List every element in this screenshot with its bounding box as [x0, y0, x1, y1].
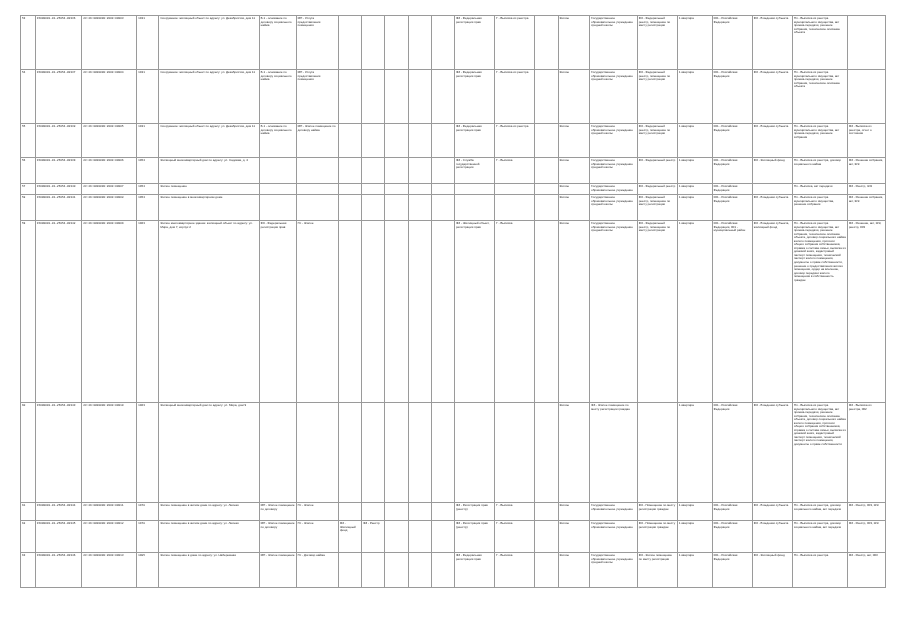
cell-remarks: ФЗ - Решение, акт, ЖЭ, реестр, 003: [847, 221, 885, 403]
table-row: [21, 521, 886, 553]
cell-basis: [259, 403, 296, 503]
cell-f6: [535, 184, 558, 195]
cell-code: 15000001-01-25054-00343: [35, 403, 81, 503]
cell-code: 15000001-01-25054-00341: [35, 195, 81, 221]
cell-f5: [431, 553, 454, 588]
cell-category: ГС - Жилое: [296, 503, 338, 521]
cell-f2: [362, 503, 385, 521]
cell-basis: ФЗ - Федеральная регистрация прав: [259, 221, 296, 403]
cell-district: ФЗ - В ведении субъекта: [752, 70, 792, 124]
table-row: [21, 553, 886, 588]
cell-f2: [362, 195, 385, 221]
cell-reg: [455, 184, 495, 195]
cell-no: 61: [21, 503, 36, 521]
cell-code: 15000001-01-25054-00345: [35, 521, 81, 553]
cell-owner: Государственное образовательное учреждение средней школы: [590, 70, 638, 124]
cell-reg: ФЗ - Федеральная регистрация прав: [455, 553, 495, 588]
table-row: [21, 403, 886, 503]
cell-f6: [535, 221, 558, 403]
cell-status: Жилое: [558, 70, 590, 124]
cell-f1: [338, 221, 361, 403]
cell-f5: [431, 16, 454, 70]
cell-district: [752, 184, 792, 195]
cell-owner: Государственное образовательное учреждение средней школы: [590, 16, 638, 70]
cell-no: 62: [21, 521, 36, 553]
cell-f1: [338, 184, 361, 195]
cell-f4: [408, 221, 431, 403]
cell-cad: 23:49:0000000:2000:00009: [82, 221, 137, 403]
cell-f5: [431, 70, 454, 124]
cell-owner: Государственное образовательное учреждение средней школы: [590, 195, 638, 221]
cell-name: Жилое помещение в доме по адресу: ул. Набережная: [159, 553, 259, 588]
cell-f4: [408, 195, 431, 221]
cell-f3: [385, 221, 408, 403]
cell-status: Жилое: [558, 521, 590, 553]
cell-cad: 23:49:0000000:2000:00004: [82, 70, 137, 124]
cell-year: 1931: [137, 124, 159, 158]
cell-basis: МП - Жилое помещение по договору: [259, 521, 296, 553]
cell-f3: [385, 184, 408, 195]
cell-f5: [431, 184, 454, 195]
cell-country: 001 - Российская Федерация: [712, 403, 752, 503]
cell-year: 1963: [137, 403, 159, 503]
cell-f5: [431, 503, 454, 521]
cell-notes: Пп - Выписка из реестра муниципального имущества, акт приема-передачи, решение собрания, техническое описание объекта, договор социального найма жилого помещения, протокол общего собрания собственников, справка о составе семьи, выписка из домовой книги, кадастровый паспорт помещения, технический паспорт жилого помещения, документы о праве собственности, решение о предоставлении жилого помещения, ордер на вселение, договор передачи жилого помещения в собственность граждан: [792, 221, 847, 403]
cell-year: 1963: [137, 221, 159, 403]
cell-code: 15000001-01-25054-00344: [35, 503, 81, 521]
cell-category: [296, 403, 338, 503]
cell-remarks: ФЗ - Решение собрания, акт, ЖЭ: [847, 158, 885, 184]
cell-cad: 23:49:0000000:2000:00013: [82, 553, 137, 588]
cell-code: 15000001-01-25054-00338: [35, 124, 81, 158]
cell-f4: [408, 521, 431, 553]
cell-district: ФЗ - В ведении субъекта: [752, 521, 792, 553]
cell-country: 001 - Российская Федерация: [712, 503, 752, 521]
cell-cad: 23:49:0000000:2000:00008: [82, 195, 137, 221]
cell-f2: [362, 403, 385, 503]
cell-cad: 23:49:0000000:2000:00005: [82, 124, 137, 158]
cell-category: ГС - Договор найма: [296, 553, 338, 588]
cell-f2: [362, 16, 385, 70]
cell-no: 56: [21, 158, 36, 184]
table-row: [21, 184, 886, 195]
cell-address: ФЗ - Федеральный реестр: [637, 158, 677, 184]
cell-status: Жилое: [558, 184, 590, 195]
table-row: [21, 158, 886, 184]
cell-f3: [385, 195, 408, 221]
cell-basis: Б.1 - основание по договору социального найма: [259, 70, 296, 124]
cell-f1: ФЗ - Жилищный фонд: [338, 521, 361, 553]
cell-f6: [535, 521, 558, 553]
cell-notes: Пп - Выписка из реестра, договор социального найма, акт передачи: [792, 503, 847, 521]
cell-district: ФЗ - В ведении субъекта: [752, 124, 792, 158]
cell-f2: [362, 184, 385, 195]
cell-f6: [535, 195, 558, 221]
cell-category: [296, 158, 338, 184]
cell-notes: Пп - Выписка из реестра муниципального имущества, акт приема-передачи, решение собрания: [792, 124, 847, 158]
cell-unit: 1 квартира: [677, 70, 712, 124]
cell-remarks: ФЗ - Решение собрания, акт, ЖЭ: [847, 195, 885, 221]
registry-table: [20, 15, 886, 588]
cell-district: ФЗ - Жилищный фонд: [752, 553, 792, 588]
cell-f2: [362, 221, 385, 403]
cell-country: 001 - Российская Федерация: [712, 70, 752, 124]
cell-year: 1954: [137, 184, 159, 195]
cell-notes: Пп - Выписка из реестра, договор социального найма: [792, 158, 847, 184]
table-row: [21, 503, 886, 521]
cell-source: [495, 195, 535, 221]
cell-owner: Государственное образовательное учреждение средней школы: [590, 553, 638, 588]
cell-no: 58: [21, 195, 36, 221]
cell-f1: [338, 503, 361, 521]
cell-owner: Государственное образовательное учреждение средней школы: [590, 221, 638, 403]
cell-f3: [385, 16, 408, 70]
cell-unit: 1 квартира: [677, 521, 712, 553]
cell-f4: [408, 503, 431, 521]
cell-notes: Пп - Выписка, акт передачи: [792, 184, 847, 195]
cell-category: МП - Услуга предоставления помещения: [296, 16, 338, 70]
cell-unit: 1 квартира: [677, 553, 712, 588]
cell-notes: Пп - Выписка из реестра муниципального имущества, акт приема-передачи, решение собрания, техническое описание объекта: [792, 16, 847, 70]
cell-code: 15000001-01-25054-00346: [35, 553, 81, 588]
cell-owner: Государственное образовательное учреждение: [590, 521, 638, 553]
cell-cad: 23:49:0000000:2000:00012: [82, 521, 137, 553]
cell-address: ФЗ - Федеральный реестр, помещение по месту регистрации: [637, 221, 677, 403]
cell-name: Жилое многоквартирное здание: жилищный объект по адресу: ул. Мира, дом 7, корпус 2: [159, 221, 259, 403]
cell-address: ФЗ - Помещение по месту регистрации граждан: [637, 503, 677, 521]
cell-reg: ФЗ - Федеральная регистрация прав: [455, 124, 495, 158]
cell-country: 001 - Российская Федерация: [712, 521, 752, 553]
cell-country: 001 - Российская Федерация, 001 - муниципальный район: [712, 221, 752, 403]
cell-f6: [535, 403, 558, 503]
cell-no: 63: [21, 553, 36, 588]
cell-category: ГС - Жилое: [296, 221, 338, 403]
cell-unit: 1 квартира: [677, 124, 712, 158]
cell-address: ФЗ - Федеральный реестр: [637, 184, 677, 195]
cell-district: ФЗ - В ведении субъекта: [752, 403, 792, 503]
cell-reg: ФЗ - Регистрация прав (реестр): [455, 521, 495, 553]
cell-remarks: [847, 16, 885, 70]
cell-cad: 23:49:0000000:2000:00010: [82, 403, 137, 503]
cell-f1: [338, 403, 361, 503]
cell-remarks: ФЗ - Выписка из реестра, отчет о состоянии: [847, 124, 885, 158]
cell-f6: [535, 70, 558, 124]
cell-remarks: ФЗ - Реестр, 003, ЖЭ: [847, 521, 885, 553]
cell-source: Г - Выписка из реестра: [495, 124, 535, 158]
cell-unit: 1 квартира: [677, 184, 712, 195]
cell-owner: Государственное образовательное учреждение: [590, 503, 638, 521]
cell-unit: 1 квартира: [677, 16, 712, 70]
cell-f5: [431, 158, 454, 184]
cell-owner: Государственное образовательное учреждение средней школы: [590, 158, 638, 184]
cell-name: Жилое помещение в жилом доме по адресу: ул. Лесная: [159, 521, 259, 553]
cell-district: ФЗ - В ведении субъекта: [752, 503, 792, 521]
cell-name: Жилое помещение в многоквартирном доме: [159, 195, 259, 221]
cell-country: 001 - Российская Федерация: [712, 184, 752, 195]
cell-f5: [431, 403, 454, 503]
cell-basis: [259, 184, 296, 195]
cell-f1: [338, 70, 361, 124]
cell-f4: [408, 124, 431, 158]
cell-f1: [338, 195, 361, 221]
cell-reg: ФЗ - Жилищный объект, регистрация прав: [455, 221, 495, 403]
cell-f4: [408, 16, 431, 70]
cell-reg: [455, 403, 495, 503]
cell-f6: [535, 124, 558, 158]
cell-basis: Б.1 - основание по договору социального найма: [259, 16, 296, 70]
cell-owner: Государственное образовательное учреждение: [590, 184, 638, 195]
cell-country: 001 - Российская Федерация: [712, 124, 752, 158]
cell-address: ФЗ - Помещение по месту регистрации граждан: [637, 521, 677, 553]
cell-district: ФЗ - В ведении субъекта: [752, 16, 792, 70]
cell-year: 1931: [137, 70, 159, 124]
cell-remarks: [847, 70, 885, 124]
cell-status: Жилое: [558, 16, 590, 70]
cell-country: 001 - Российская Федерация: [712, 16, 752, 70]
cell-source: [495, 403, 535, 503]
cell-no: 59: [21, 221, 36, 403]
cell-f3: [385, 553, 408, 588]
cell-name: Сооружение: жилищный объект по адресу: ул. Декабристов, дом 11: [159, 124, 259, 158]
cell-name: Сооружение: жилищный объект по адресу: ул. Декабристов, дом 11: [159, 16, 259, 70]
cell-unit: 1 квартира: [677, 221, 712, 403]
cell-cad: 23:49:0000000:2000:00003: [82, 16, 137, 70]
cell-notes: Пп - Выписка из реестра, договор социального найма, акт передачи: [792, 521, 847, 553]
cell-name: Жилищный многоквартирный дом по адресу: ул. Садовая, д. 4: [159, 158, 259, 184]
cell-country: 001 - Российская Федерация: [712, 158, 752, 184]
cell-status: Жилое: [558, 403, 590, 503]
cell-remarks: ФЗ - Реестр, акт, 003: [847, 553, 885, 588]
cell-district: ФЗ - В ведении субъекта, жилищный фонд: [752, 221, 792, 403]
cell-address: ФЗ - Федеральный реестр, помещение по месту регистрации: [637, 124, 677, 158]
cell-basis: [259, 195, 296, 221]
cell-year: 1954: [137, 158, 159, 184]
cell-source: Г - Выписка из реестра: [495, 70, 535, 124]
cell-category: [296, 184, 338, 195]
cell-year: 1954: [137, 195, 159, 221]
cell-year: 1985: [137, 553, 159, 588]
cell-status: Жилое: [558, 221, 590, 403]
cell-no: 57: [21, 184, 36, 195]
cell-reg: [455, 195, 495, 221]
cell-name: Сооружение: жилищный объект по адресу: ул. Декабристов, дом 11: [159, 70, 259, 124]
cell-address: ФЗ - Федеральный реестр, помещение по месту регистрации: [637, 70, 677, 124]
cell-code: 15000001-01-25054-00337: [35, 70, 81, 124]
table-row: [21, 195, 886, 221]
cell-category: ГС - Жилое: [296, 521, 338, 553]
cell-status: Жилое: [558, 503, 590, 521]
cell-source: Г - Выписка из реестра: [495, 16, 535, 70]
cell-year: 1978: [137, 503, 159, 521]
cell-district: ФЗ - В ведении субъекта: [752, 195, 792, 221]
cell-f3: [385, 521, 408, 553]
table-row: [21, 16, 886, 70]
cell-f5: [431, 195, 454, 221]
cell-name: Жилищный многоквартирный дом по адресу: ул. Мира, дом 9: [159, 403, 259, 503]
table-row: [21, 124, 886, 158]
cell-basis: [259, 158, 296, 184]
cell-owner: Государственное образовательное учреждение средней школы: [590, 124, 638, 158]
cell-f3: [385, 70, 408, 124]
cell-reg: ФЗ - Федеральная регистрация прав: [455, 16, 495, 70]
cell-status: Жилое: [558, 553, 590, 588]
cell-f3: [385, 503, 408, 521]
cell-basis: МП - Жилое помещение: [259, 553, 296, 588]
cell-year: 1978: [137, 521, 159, 553]
cell-f4: [408, 553, 431, 588]
cell-unit: 1 квартира: [677, 403, 712, 503]
cell-f6: [535, 158, 558, 184]
cell-f3: [385, 403, 408, 503]
cell-f2: [362, 158, 385, 184]
cell-country: 001 - Российская Федерация: [712, 553, 752, 588]
cell-f4: [408, 70, 431, 124]
cell-f5: [431, 521, 454, 553]
cell-f1: [338, 124, 361, 158]
cell-basis: МП - Жилое помещение по договору: [259, 503, 296, 521]
cell-basis: Б.1 - основание по договору социального найма: [259, 124, 296, 158]
cell-no: 60: [21, 403, 36, 503]
cell-notes: Пп - Выписка из реестра муниципального имущества, решение собрания: [792, 195, 847, 221]
cell-f5: [431, 124, 454, 158]
cell-source: Г - Выписка: [495, 158, 535, 184]
cell-status: Жилое: [558, 124, 590, 158]
cell-notes: Пп - Выписка из реестра муниципального имущества, акт приема-передачи, решение собрания, техническое описание объекта, договор социального найма жилого помещения, протокол общего собрания собственников, справка о составе семьи, выписка из домовой книги, кадастровый паспорт помещения, технический паспорт жилого помещения, документы о праве собственности: [792, 403, 847, 503]
cell-f6: [535, 553, 558, 588]
cell-address: ФЗ - Жилое помещение по месту регистрации: [637, 553, 677, 588]
cell-f5: [431, 221, 454, 403]
cell-f3: [385, 158, 408, 184]
cell-f2: [362, 553, 385, 588]
cell-code: 15000001-01-25054-00336: [35, 16, 81, 70]
cell-cad: 23:49:0000000:2000:00006: [82, 158, 137, 184]
cell-f2: [362, 124, 385, 158]
cell-status: Жилое: [558, 195, 590, 221]
cell-code: 15000001-01-25054-00339: [35, 158, 81, 184]
cell-district: ФЗ - Жилищный фонд: [752, 158, 792, 184]
cell-f3: [385, 124, 408, 158]
cell-name: Жилое помещение: [159, 184, 259, 195]
cell-notes: Пп - Выписка из реестра: [792, 553, 847, 588]
cell-reg: ФЗ - Федеральная регистрация прав: [455, 70, 495, 124]
cell-source: Г - Выписка: [495, 503, 535, 521]
cell-f6: [535, 16, 558, 70]
cell-f4: [408, 184, 431, 195]
cell-remarks: ФЗ - Реестр, 003, ЖЭ: [847, 503, 885, 521]
cell-category: [296, 195, 338, 221]
cell-source: Г - Выписка: [495, 521, 535, 553]
cell-reg: ФЗ - Служба государственной регистрации: [455, 158, 495, 184]
cell-f1: [338, 553, 361, 588]
cell-address: ФЗ - Федеральный реестр, помещение по месту регистрации: [637, 16, 677, 70]
cell-f6: [535, 503, 558, 521]
cell-f2: ФЗ - Реестр: [362, 521, 385, 553]
cell-source: [495, 184, 535, 195]
cell-cad: 23:49:0000000:2000:00007: [82, 184, 137, 195]
cell-code: 15000001-01-25054-00342: [35, 221, 81, 403]
cell-no: 54: [21, 70, 36, 124]
cell-unit: 1 квартира: [677, 158, 712, 184]
cell-remarks: ФЗ - Реестр, ЖЭ: [847, 184, 885, 195]
cell-category: МП - Услуга предоставления помещения: [296, 70, 338, 124]
cell-unit: 1 квартира: [677, 503, 712, 521]
table-row: [21, 70, 886, 124]
cell-status: Жилое: [558, 158, 590, 184]
cell-source: Г - Выписка: [495, 553, 535, 588]
cell-source: Г - Выписка: [495, 221, 535, 403]
cell-category: МП - Жилое помещение по договору найма: [296, 124, 338, 158]
cell-f1: [338, 158, 361, 184]
cell-cad: 23:49:0000000:2000:00011: [82, 503, 137, 521]
table-row: [21, 221, 886, 403]
cell-name: Жилое помещение в жилом доме по адресу: ул. Лесная: [159, 503, 259, 521]
cell-year: 1931: [137, 16, 159, 70]
cell-owner: ФЗ - Жилое помещение по месту регистрации граждан: [590, 403, 638, 503]
cell-address: [637, 403, 677, 503]
cell-country: 001 - Российская Федерация: [712, 195, 752, 221]
registry-body: [21, 16, 886, 588]
cell-f4: [408, 403, 431, 503]
cell-no: 53: [21, 16, 36, 70]
cell-unit: 1 квартира: [677, 195, 712, 221]
cell-f4: [408, 158, 431, 184]
cell-f1: [338, 16, 361, 70]
cell-f2: [362, 70, 385, 124]
cell-remarks: ФЗ - Выписка из реестра, 002: [847, 403, 885, 503]
cell-reg: ФЗ - Регистрация прав (реестр): [455, 503, 495, 521]
cell-notes: Пп - Выписка из реестра муниципального имущества, акт приема-передачи, решение собрания, техническое описание объекта: [792, 70, 847, 124]
cell-address: ФЗ - Федеральный реестр, помещение по месту регистрации: [637, 195, 677, 221]
cell-code: 15000001-01-25054-00340: [35, 184, 81, 195]
cell-no: 55: [21, 124, 36, 158]
